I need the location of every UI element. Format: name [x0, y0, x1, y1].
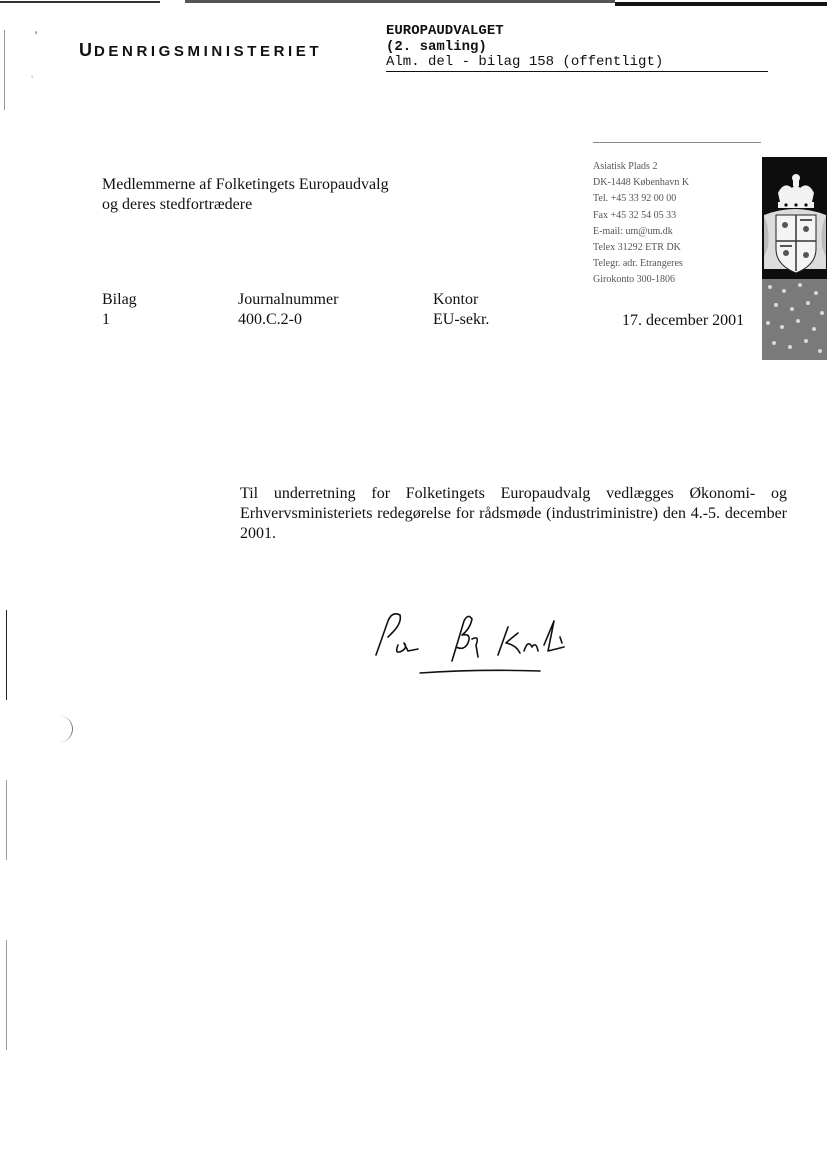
address-city: DK-1448 København K [593, 177, 690, 189]
ministry-name-rest: DENRIGSMINISTERIET [94, 43, 323, 60]
scan-speck: ' [35, 28, 38, 42]
scan-speck: ' [31, 72, 34, 86]
address-fax: Fax +45 32 54 05 33 [593, 209, 677, 221]
ministry-address [593, 159, 689, 289]
punch-hole-mark [54, 716, 73, 742]
address-divider [593, 142, 761, 143]
address-email: E-mail: um@um.dk [593, 225, 673, 237]
handwritten-signature [368, 595, 578, 690]
address-phone: Tel. +45 33 92 00 00 [593, 193, 677, 205]
scan-margin-mark [4, 30, 5, 110]
recipient-line-2: og deres stedfortrædere [102, 196, 253, 213]
stamp-committee: EUROPAUDVALGET [386, 23, 504, 39]
journal-label: Journalnummer [238, 291, 339, 308]
scan-margin-mark [6, 780, 7, 860]
address-giro: Girokonto 300-1806 [593, 274, 675, 286]
royal-crest-icon [762, 157, 827, 360]
filing-stamp [386, 24, 768, 72]
ref-bilag [102, 290, 137, 330]
letter-date: 17. december 2001 [622, 312, 745, 329]
recipient-block [102, 175, 389, 215]
address-telegram: Telegr. adr. Etrangeres [593, 258, 683, 270]
scan-margin-mark [6, 610, 7, 700]
stamp-session: (2. samling) [386, 38, 487, 55]
ref-kontor [433, 290, 489, 330]
stamp-annex: Alm. del - bilag 158 (offentligt) [386, 55, 768, 72]
ministry-name [79, 40, 322, 61]
address-telex: Telex 31292 ETR DK [593, 242, 681, 254]
address-street: Asiatisk Plads 2 [593, 161, 658, 172]
ref-journal [238, 290, 338, 330]
kontor-value: EU-sekr. [433, 311, 490, 328]
journal-value: 400.C.2-0 [238, 311, 302, 328]
recipient-line-1: Medlemmerne af Folketingets Europaudvalg [102, 176, 389, 193]
bilag-value: 1 [102, 311, 110, 328]
letter-body: Til underretning for Folketingets Europaudvalg vedlægges Økonomi- og Erhvervsministeriets redegørelse for rådsmøde (industriministre) den 4.-5. december 2001. [240, 485, 787, 542]
top-border [0, 0, 827, 6]
scan-margin-mark [6, 940, 7, 1050]
kontor-label: Kontor [433, 291, 479, 308]
bilag-label: Bilag [102, 291, 137, 308]
ministry-initial: U [79, 40, 94, 60]
